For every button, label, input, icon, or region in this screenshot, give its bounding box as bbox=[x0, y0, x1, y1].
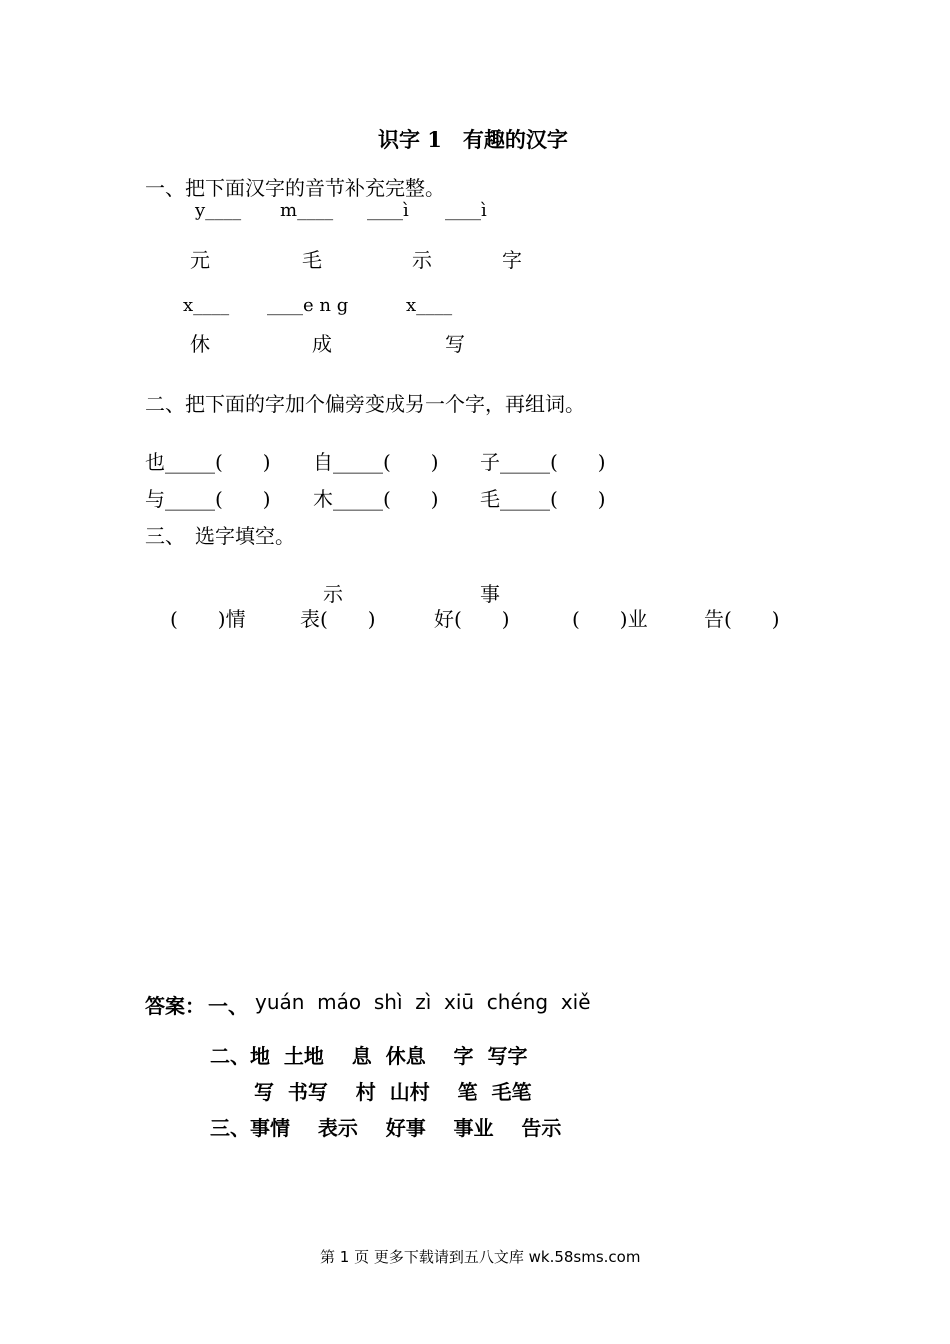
q2-item-5: 木_____( ) bbox=[313, 487, 439, 511]
q1-pinyin-5: x____ bbox=[183, 295, 230, 316]
q3-item-2: 表( ) bbox=[300, 607, 376, 631]
q1-char-5: 休 bbox=[190, 332, 210, 356]
q2-item-6: 毛_____( ) bbox=[480, 487, 606, 511]
answers-2-line-1: 二、地 土地 息 休息 字 写字 bbox=[210, 1044, 528, 1068]
answers-label: 答案： bbox=[145, 994, 205, 1018]
q1-char-7: 写 bbox=[445, 332, 465, 356]
q2-item-3: 子_____( ) bbox=[480, 450, 606, 474]
q1-pinyin-1: y____ bbox=[195, 200, 242, 221]
answers-1-prefix: 一、 bbox=[208, 994, 248, 1018]
page-footer: 第 1 页 更多下载请到五八文库 wk.58sms.com bbox=[320, 1248, 641, 1266]
q3-option-2: 事 bbox=[480, 582, 500, 606]
q1-char-2: 毛 bbox=[302, 248, 322, 272]
q1-pinyin-4: ____ì bbox=[445, 200, 487, 221]
q1-pinyin-3: ____ì bbox=[367, 200, 409, 221]
q2-item-1: 也_____( ) bbox=[145, 450, 271, 474]
q3-item-5: 告( ) bbox=[704, 607, 780, 631]
q1-char-4: 字 bbox=[502, 248, 522, 272]
q1-pinyin-6: ____e n g bbox=[267, 295, 349, 316]
answers-2-line-2: 写 书写 村 山村 笔 毛笔 bbox=[254, 1080, 532, 1104]
q2-item-2: 自_____( ) bbox=[313, 450, 439, 474]
q3-option-1: 示 bbox=[323, 582, 343, 606]
q1-char-6: 成 bbox=[312, 332, 332, 356]
q1-heading: 一、把下面汉字的音节补充完整。 bbox=[145, 176, 445, 200]
q1-char-1: 元 bbox=[190, 248, 210, 272]
q3-item-1: ( )情 bbox=[170, 607, 246, 631]
q2-item-4: 与_____( ) bbox=[145, 487, 271, 511]
q3-item-3: 好( ) bbox=[434, 607, 510, 631]
q1-pinyin-2: m____ bbox=[280, 200, 334, 221]
q1-pinyin-7: x____ bbox=[406, 295, 453, 316]
answers-1: yuán máo shì zì xiū chéng xiě bbox=[255, 990, 591, 1014]
q3-heading: 三、 选字填空。 bbox=[145, 524, 295, 548]
answers-3: 三、事情 表示 好事 事业 告示 bbox=[210, 1116, 562, 1140]
q1-char-3: 示 bbox=[412, 248, 432, 272]
q3-item-4: ( )业 bbox=[572, 607, 648, 631]
page-title: 识字 1 有趣的汉字 bbox=[378, 127, 568, 152]
q2-heading: 二、把下面的字加个偏旁变成另一个字，再组词。 bbox=[145, 392, 585, 416]
